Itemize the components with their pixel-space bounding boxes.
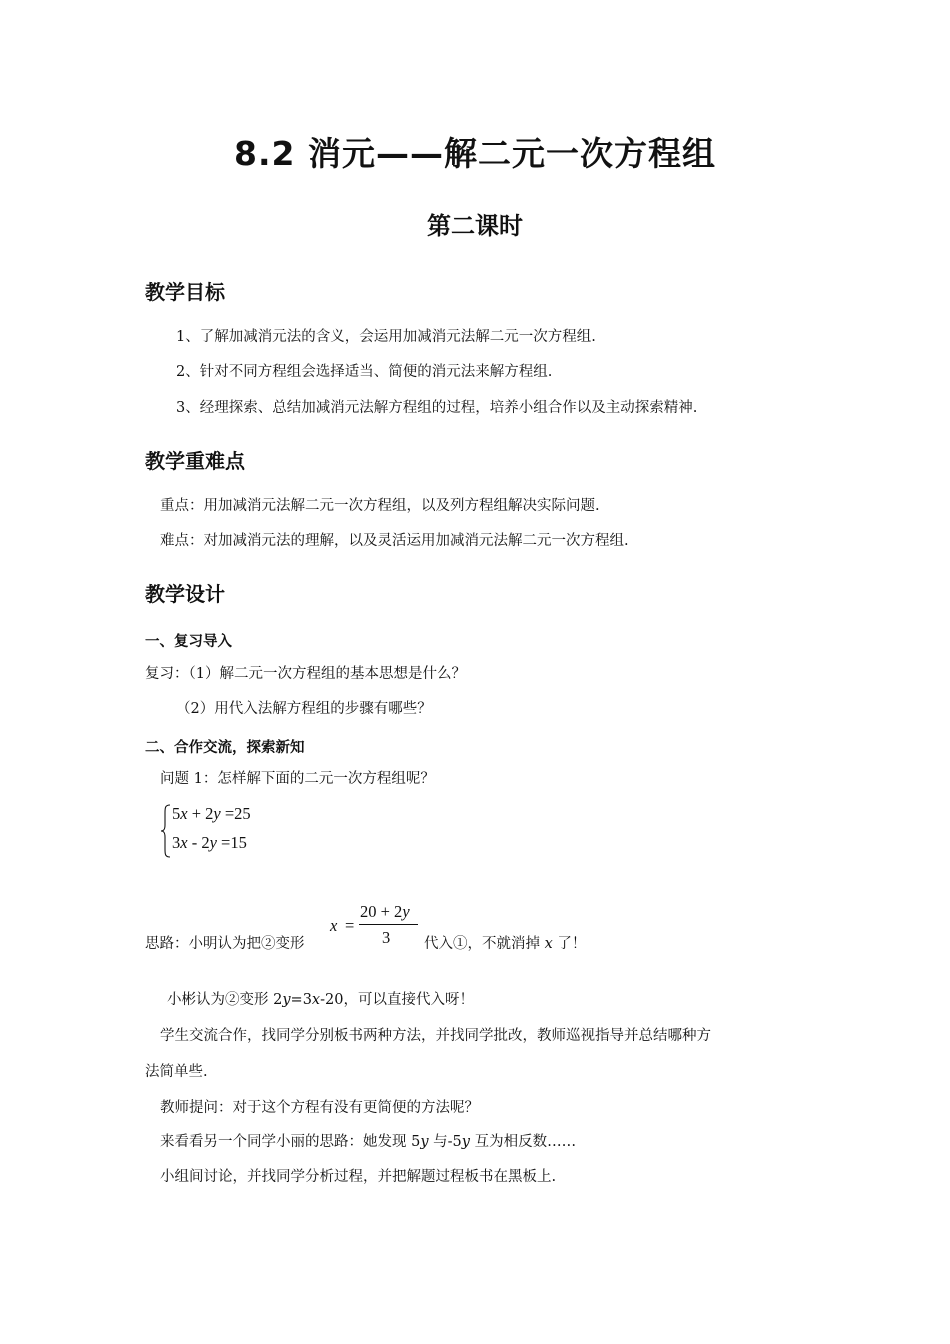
equation-1: 5x + 2y =25 [172, 804, 251, 823]
fraction-numerator: 20 + 2y [360, 902, 410, 921]
document-title: 8.2 消元——解二元一次方程组 [234, 134, 716, 173]
xiaoli-idea: 来看看另一个同学小丽的思路：她发现 5y 与-5y 互为相反数…… [160, 1134, 577, 1150]
group-discussion: 小组间讨论，并找同学分析过程，并把解题过程板书在黑板上. [160, 1169, 557, 1185]
exchange-line-2: 法简单些. [145, 1064, 208, 1080]
xiaobin-idea: 小彬认为②变形 2y=3x-20，可以直接代入呀！ [167, 992, 474, 1008]
idea-prefix: 思路：小明认为把②变形 [145, 936, 305, 952]
document-subtitle: 第二课时 [427, 212, 523, 240]
part2-heading: 二、合作交流，探索新知 [145, 740, 305, 756]
equation-2: 3x - 2y =15 [172, 833, 247, 852]
review-question-2: （2）用代入法解方程组的步骤有哪些？ [176, 701, 432, 717]
equation-system [160, 803, 300, 859]
part1-heading: 一、复习导入 [145, 634, 232, 650]
key-point: 重点：用加减消元法解二元一次方程组，以及列方程组解决实际问题. [160, 498, 600, 514]
review-question-1: 复习：（1）解二元一次方程组的基本思想是什么？ [145, 666, 466, 682]
idea-suffix: 代入①，不就消掉 x 了！ [424, 936, 587, 952]
teacher-question: 教师提问：对于这个方程有没有更简便的方法呢？ [160, 1100, 479, 1116]
fraction-bar [359, 924, 418, 925]
keypoints-heading: 教学重难点 [145, 449, 245, 473]
objectives-heading: 教学目标 [145, 280, 225, 304]
problem-1: 问题 1：怎样解下面的二元一次方程组呢？ [160, 771, 435, 787]
document-page: 8.2 消元——解二元一次方程组 第二课时 教学目标 1、了解加减消元法的含义，会运用加减消元法解二元一次方程组. 2、针对不同方程组会选择适当、简便的消元法来解方程组. 3、经理探索、总结加减消元法解方程组的过程，培养小组合作以及主动探索精神. 教学重难点 重点：用加减消元法解二元一次方程组，以及列方程组解决实际问题. 难点：对加减消元法的理解，以及灵活运用加减消元法解二元一次方程组. 教学设计 一、复习导入 复习：（1）解二元一次方程组的基本思想是什么？ （2）用代入法解方程组的步骤有哪些？ 二、合作交流，探索新知 问题 1：怎样解下面的二元一次方程组呢？ 5x + 2y =25 3x - 2y =15 思路：小明认为把②变形 x = 20 + 2y 3 代入①，不就消掉 x 了！ 小彬认为②变形 2y=3x-20，可以直接代入呀！ 学生交流合作，找同学分别板书两种方法，并找同学批改，教师巡视指导并总结哪种方 法简单些. 教师提问：对于这个方程有没有更简便的方法呢？ 来看看另一个同学小丽的思路：她发现 5y 与-5y 互为相反数…… 小组间讨论，并找同学分析过程，并把解题过程板书在黑板上. [0, 0, 950, 1344]
fraction-denominator: 3 [382, 928, 391, 947]
objective-item: 3、经理探索、总结加减消元法解方程组的过程，培养小组合作以及主动探索精神. [176, 400, 698, 416]
objective-item: 2、针对不同方程组会选择适当、简便的消元法来解方程组. [176, 364, 553, 380]
difficult-point: 难点：对加减消元法的理解，以及灵活运用加减消元法解二元一次方程组. [160, 533, 629, 549]
design-heading: 教学设计 [145, 582, 225, 606]
exchange-line-1: 学生交流合作，找同学分别板书两种方法，并找同学批改，教师巡视指导并总结哪种方 [160, 1028, 711, 1044]
left-brace-icon [160, 803, 172, 859]
objective-item: 1、了解加减消元法的含义，会运用加减消元法解二元一次方程组. [176, 329, 596, 345]
